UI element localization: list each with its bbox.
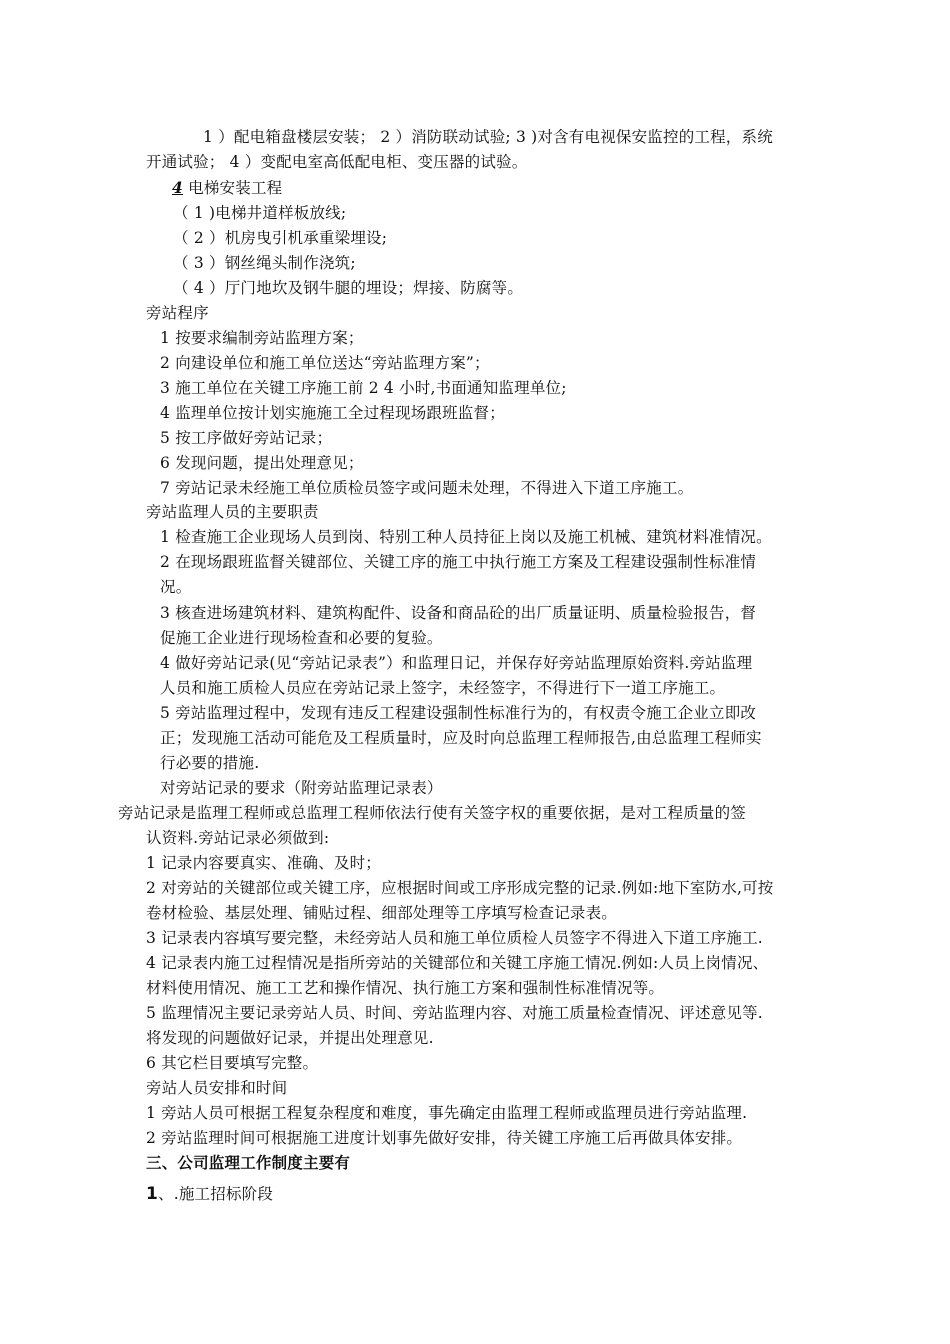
paragraph-line: 认资料.旁站记录必须做到: (146, 829, 330, 847)
section-title: 电梯安装工程 (188, 179, 283, 197)
list-item: 2 在现场跟班监督关键部位、关键工序的施工中执行施工方案及工程建设强制性标准情 (160, 553, 757, 571)
text-line: 行必要的措施. (160, 754, 260, 772)
text-line: 人员和施工质检人员应在旁站记录上签字，未经签字，不得进行下一道工序施工。 (160, 679, 726, 697)
list-item: （ 3 ）钢丝绳头制作浇筑; (173, 254, 356, 272)
list-item: 3 核查进场建筑材料、建筑构配件、设备和商品砼的出厂质量证明、质量检验报告，督 (160, 604, 757, 622)
list-item: 1 检查施工企业现场人员到岗、特别工种人员持征上岗以及施工机械、建筑材料准情况。 (160, 528, 772, 546)
list-item: 1 记录内容要真实、准确、及时； (146, 854, 381, 872)
list-item: 6 发现问题，提出处理意见； (160, 454, 364, 472)
section-heading: 旁站监理人员的主要职责 (146, 503, 319, 521)
section-heading: 对旁站记录的要求（附旁站监理记录表） (160, 779, 443, 797)
text-line: 材料使用情况、施工工艺和操作情况、执行施工方案和强制性标准情况等。 (146, 979, 665, 997)
text-line: 开通试验； 4 ）变配电室高低配电柜、变压器的试验。 (146, 153, 528, 171)
section-heading: 旁站人员安排和时间 (146, 1079, 288, 1097)
text-line: 1 ）配电箱盘楼层安装； 2 ）消防联动试验; 3 )对含有电视保安监控的工程，系统 (203, 128, 773, 146)
list-item: 2 向建设单位和施工单位送达“旁站监理方案”； (160, 354, 490, 372)
section-heading: 旁站程序 (146, 304, 209, 322)
chapter-heading: 三、公司监理工作制度主要有 (146, 1154, 351, 1172)
list-item: 4 做好旁站记录(见“旁站记录表”）和监理日记，并保存好旁站监理原始资料.旁站监理 (160, 654, 753, 672)
list-item: 3 施工单位在关键工序施工前 2 4 小时,书面通知监理单位; (160, 379, 567, 397)
subsection-number: 1 (146, 1184, 159, 1204)
list-item: 5 监理情况主要记录旁站人员、时间、旁站监理内容、对施工质量检查情况、评述意见等. (146, 1004, 763, 1022)
list-item: （ 2 ）机房曳引机承重梁埋设; (173, 229, 388, 247)
list-item: 5 旁站监理过程中，发现有违反工程建设强制性标准行为的，有权责令施工企业立即改 (160, 704, 757, 722)
text-line: 卷材检验、基层处理、铺贴过程、细部处理等工序填写检查记录表。 (146, 904, 618, 922)
list-item: 4 监理单位按计划实施施工全过程现场跟班监督； (160, 404, 505, 422)
subsection-heading (146, 1183, 273, 1205)
list-item: 1 旁站人员可根据工程复杂程度和难度，事先确定由监理工程师或监理员进行旁站监理. (146, 1104, 748, 1122)
list-item: 1 按要求编制旁站监理方案； (160, 329, 364, 347)
list-item: 7 旁站记录未经施工单位质检员签字或问题未处理，不得进入下道工序施工。 (160, 479, 694, 497)
list-item: 5 按工序做好旁站记录； (160, 429, 333, 447)
list-item: 3 记录表内容填写要完整，未经旁站人员和施工单位质检人员签字不得进入下道工序施工. (146, 929, 763, 947)
list-item: 6 其它栏目要填写完整。 (146, 1054, 319, 1072)
subsection-title: 、.施工招标阶段 (158, 1185, 274, 1203)
list-item: （ 1 )电梯井道样板放线; (173, 204, 347, 222)
text-line: 促施工企业进行现场检查和必要的复验。 (160, 629, 443, 647)
section-number: 4 (172, 178, 183, 197)
text-line: 将发现的问题做好记录，并提出处理意见. (146, 1029, 434, 1047)
list-item: 4 记录表内施工过程情况是指所旁站的关键部位和关键工序施工情况.例如:人员上岗情况、 (146, 954, 769, 972)
list-item: 2 对旁站的关键部位或关键工序，应根据时间或工序形成完整的记录.例如:地下室防水,可按 (146, 879, 774, 897)
section-heading-elevator (172, 177, 282, 199)
text-line: 况。 (160, 578, 192, 596)
list-item: （ 4 ）厅门地坎及钢牛腿的埋设；焊接、防腐等。 (173, 279, 524, 297)
text-line: 正；发现施工活动可能危及工程质量时，应及时向总监理工程师报告,由总监理工程师实 (160, 729, 762, 747)
paragraph-line: 旁站记录是监理工程师或总监理工程师依法行使有关签字权的重要依据，是对工程质量的签 (118, 804, 747, 822)
list-item: 2 旁站监理时间可根据施工进度计划事先做好安排，待关键工序施工后再做具体安排。 (146, 1129, 743, 1147)
